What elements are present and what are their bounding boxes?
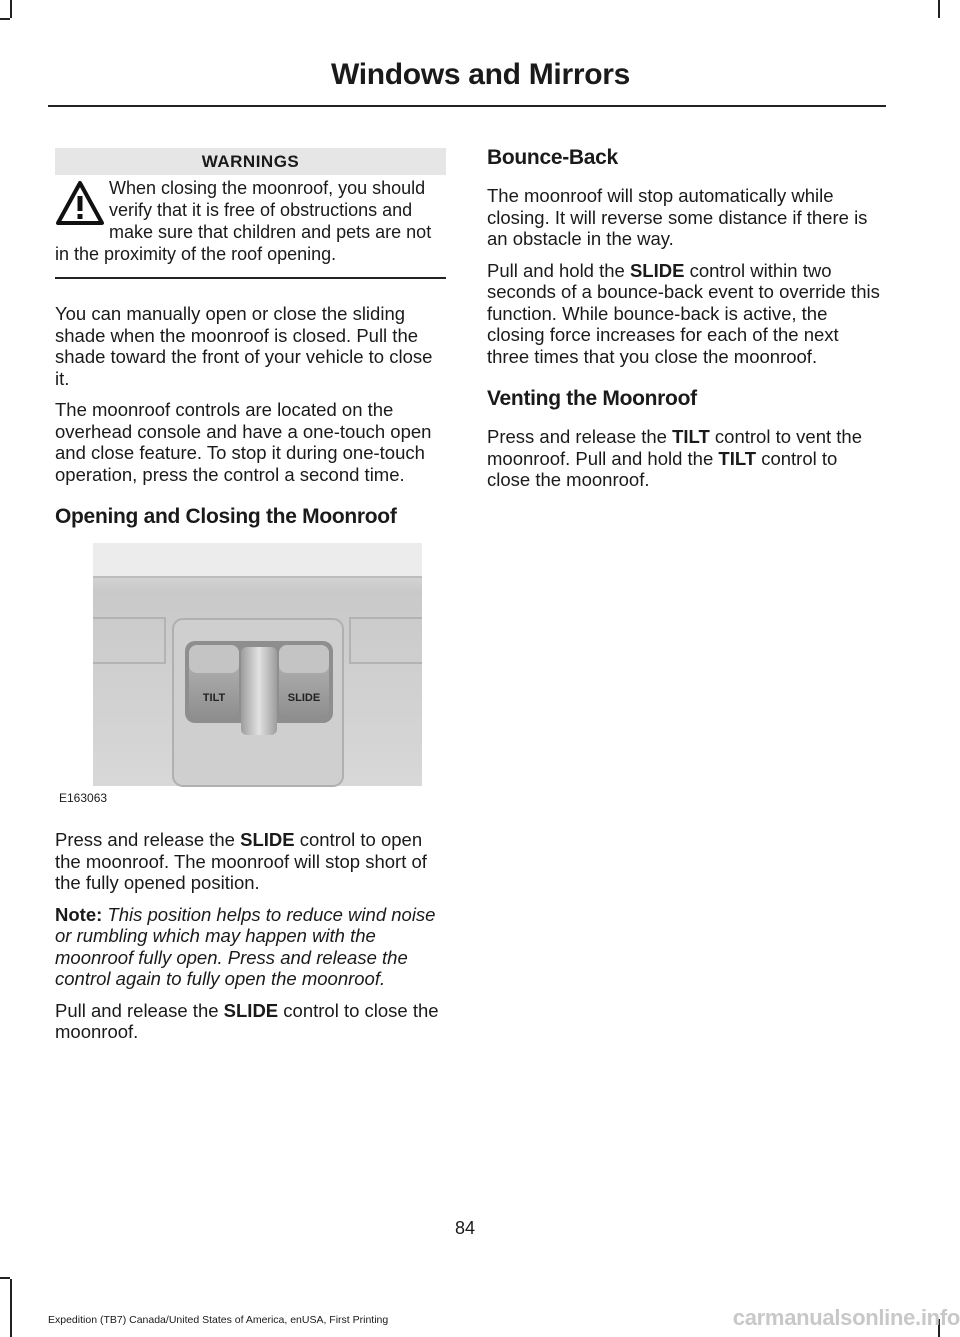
tilt-button-label: TILT: [202, 692, 226, 704]
footer-text: Expedition (TB7) Canada/United States of America, enUSA, First Printing: [48, 1314, 389, 1326]
text-run: control to open the moonroof. The moonroof will stop short of the fully opened position.: [55, 829, 427, 893]
slide-keyword: SLIDE: [223, 999, 279, 1021]
slide-close-paragraph: [55, 1000, 446, 1043]
venting-heading: Venting the Moonroof: [487, 387, 697, 410]
slide-keyword: SLIDE: [629, 259, 685, 281]
text-run: Press and release the: [487, 426, 673, 447]
right-column: [487, 146, 881, 491]
figure-code: E163063: [59, 791, 108, 805]
warnings-heading: WARNINGS: [55, 148, 446, 175]
warning-block: [55, 177, 446, 265]
header-divider: [48, 105, 886, 107]
override-paragraph: [487, 260, 881, 368]
crop-mark: [938, 0, 940, 18]
tilt-keyword: TILT: [672, 426, 710, 447]
warning-divider: [55, 277, 446, 279]
crop-mark: [0, 1277, 10, 1279]
page-title: Windows and Mirrors: [330, 58, 630, 91]
opening-closing-heading: Opening and Closing the Moonroof: [55, 505, 397, 528]
slide-open-paragraph: [55, 829, 446, 894]
watermark: carmanualsonline.info: [732, 1305, 960, 1330]
slide-keyword: SLIDE: [240, 829, 295, 850]
page-number: 84: [454, 1218, 476, 1238]
bounce-back-paragraph: The moonroof will stop automatically while closing. It will reverse some distance if there is an obstacle in the way.: [487, 185, 868, 249]
note-text: This position helps to reduce wind noise or rumbling which may happen with the moonroof fully open. Press and release the control again to fully open the moonroof.: [55, 903, 436, 989]
moonroof-controls-figure: [55, 543, 446, 805]
text-run: Pull and release the: [55, 999, 224, 1021]
text-run: Pull and hold the: [487, 259, 630, 281]
warning-triangle-icon: [55, 179, 105, 229]
text-run: Press and release the: [55, 829, 241, 850]
venting-paragraph: [487, 426, 881, 491]
shade-paragraph: You can manually open or close the sliding shade when the moonroof is closed. Pull the shade toward the front of your vehicle to close it.: [55, 303, 433, 389]
tilt-keyword: TILT: [718, 447, 757, 469]
crop-mark: [10, 1279, 12, 1337]
text-run: control to vent the moonroof. Pull and hold the: [487, 426, 862, 469]
text-run: control within two seconds of a bounce-back event to override this function. While bounce-back is active, the closing force increases for each of the next three times that you close the moonroof.: [487, 259, 880, 367]
text-run: control to close the moonroof.: [55, 999, 439, 1042]
crop-mark: [0, 18, 10, 20]
controls-paragraph: The moonroof controls are located on the overhead console and have a one-touch open and close feature. To stop it during one-touch operation, press the control a second time.: [55, 399, 432, 485]
bounce-back-heading: Bounce-Back: [487, 146, 618, 169]
text-run: control to close the moonroof.: [487, 447, 838, 490]
note-paragraph: [55, 904, 446, 990]
overhead-console-illustration: [55, 543, 446, 805]
slide-button-label: SLIDE: [287, 692, 321, 704]
left-column: [55, 148, 446, 1043]
warning-text: When closing the moonroof, you should verify that it is free of obstructions and make sure that children and pets are not in the proximity of the roof opening.: [55, 178, 432, 264]
note-label: Note:: [55, 903, 103, 925]
crop-mark: [10, 0, 12, 18]
